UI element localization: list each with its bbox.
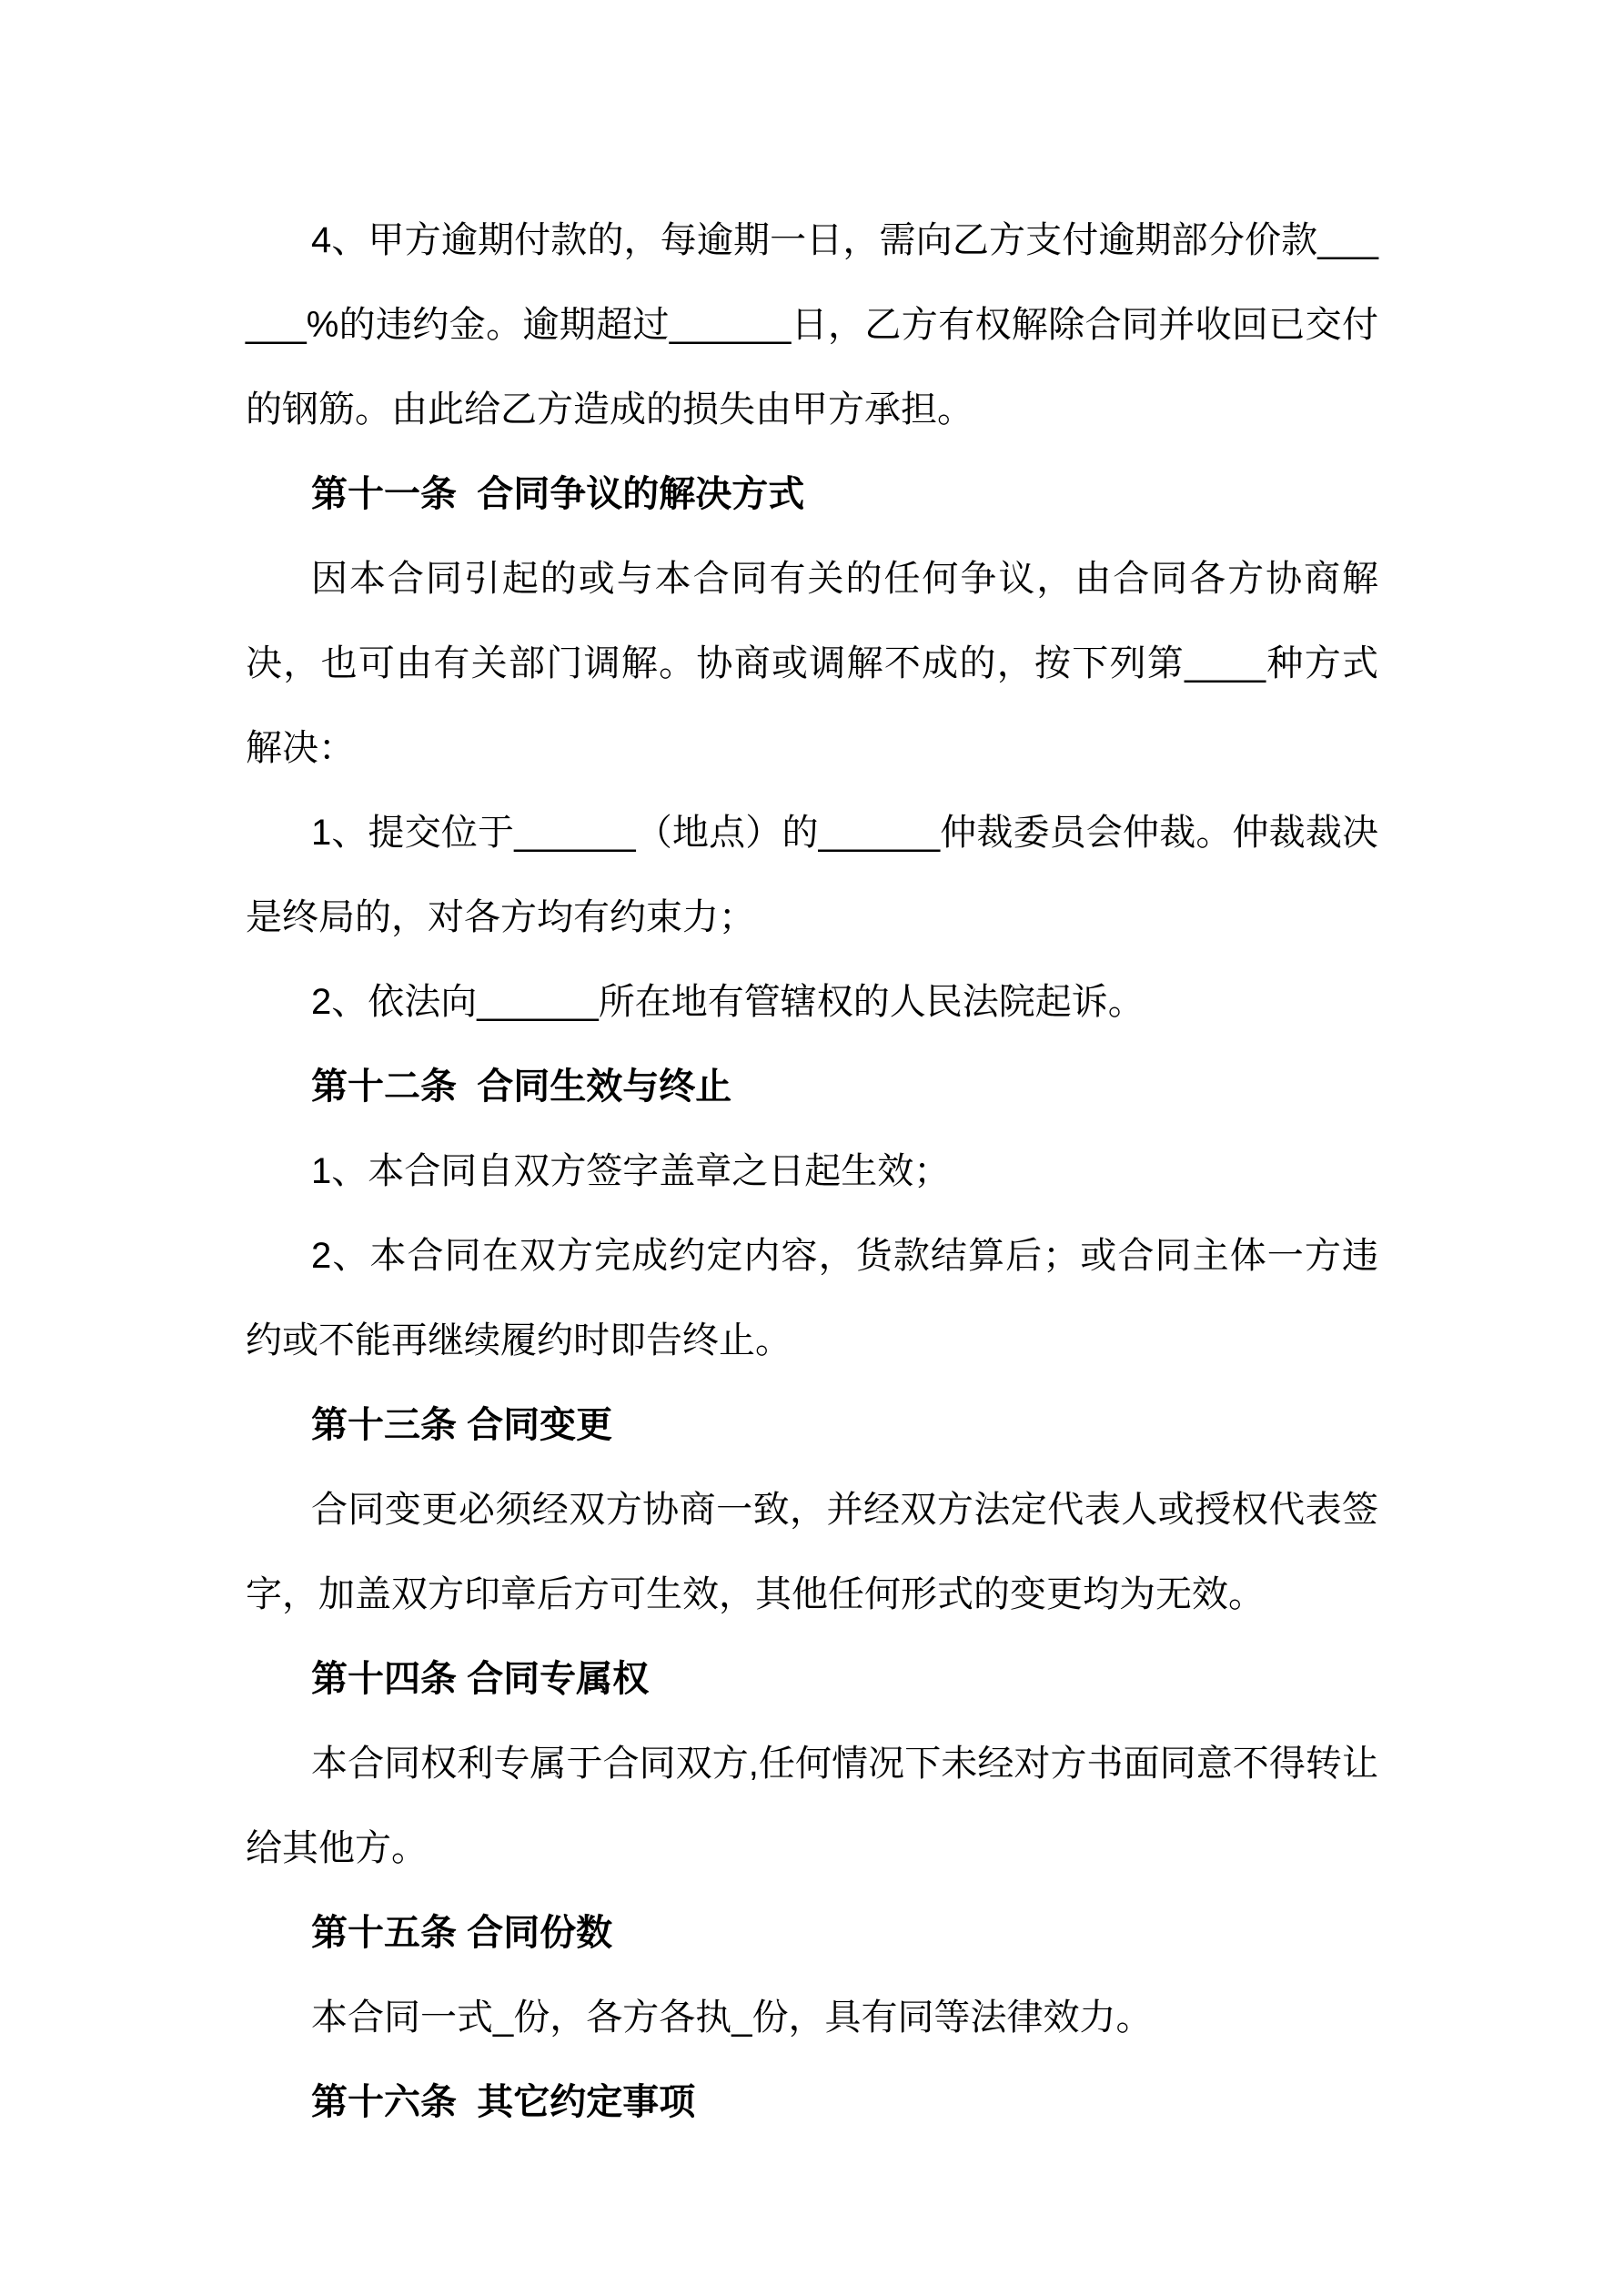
- contract-paragraph: 4、甲方逾期付款的，每逾期一日，需向乙方支付逾期部分价款______%的违约金。逾期超过______日，乙方有权解除合同并收回已交付的钢筋。由此给乙方造成的损失由甲方承担。: [246, 220, 1378, 430]
- article-heading: 第十一条 合同争议的解决方式: [311, 474, 805, 514]
- article-heading: 第十五条 合同份数: [311, 1913, 613, 1953]
- article-heading: 第十三条 合同变更: [311, 1405, 613, 1445]
- contract-paragraph: 1、提交位于______（地点）的______仲裁委员会仲裁。仲裁裁决是终局的，对各方均有约束力；: [246, 813, 1378, 937]
- article-heading: 第十二条 合同生效与终止: [311, 1067, 732, 1107]
- contract-paragraph: 2、本合同在双方完成约定内容，货款结算后；或合同主体一方违约或不能再继续履约时即告终止。: [246, 1236, 1378, 1360]
- contract-paragraph: 因本合同引起的或与本合同有关的任何争议，由合同各方协商解决，也可由有关部门调解。协商或调解不成的，按下列第____种方式解决：: [246, 559, 1378, 768]
- contract-paragraph: 合同变更必须经双方协商一致，并经双方法定代表人或授权代表签字，加盖双方印章后方可生效，其他任何形式的变更均为无效。: [246, 1490, 1378, 1614]
- contract-body: [246, 198, 1378, 2145]
- contract-paragraph: 本合同权利专属于合同双方,任何情况下未经对方书面同意不得转让给其他方。: [246, 1744, 1378, 1868]
- contract-paragraph: 1、本合同自双方签字盖章之日起生效；: [311, 1151, 951, 1191]
- article-heading: 第十六条 其它约定事项: [311, 2082, 696, 2122]
- contract-paragraph: 本合同一式_份，各方各执_份，具有同等法律效力。: [311, 1998, 1153, 2038]
- article-heading: 第十四条 合同专属权: [311, 1659, 650, 1699]
- contract-paragraph: 2、依法向______所在地有管辖权的人民法院起诉。: [311, 982, 1145, 1022]
